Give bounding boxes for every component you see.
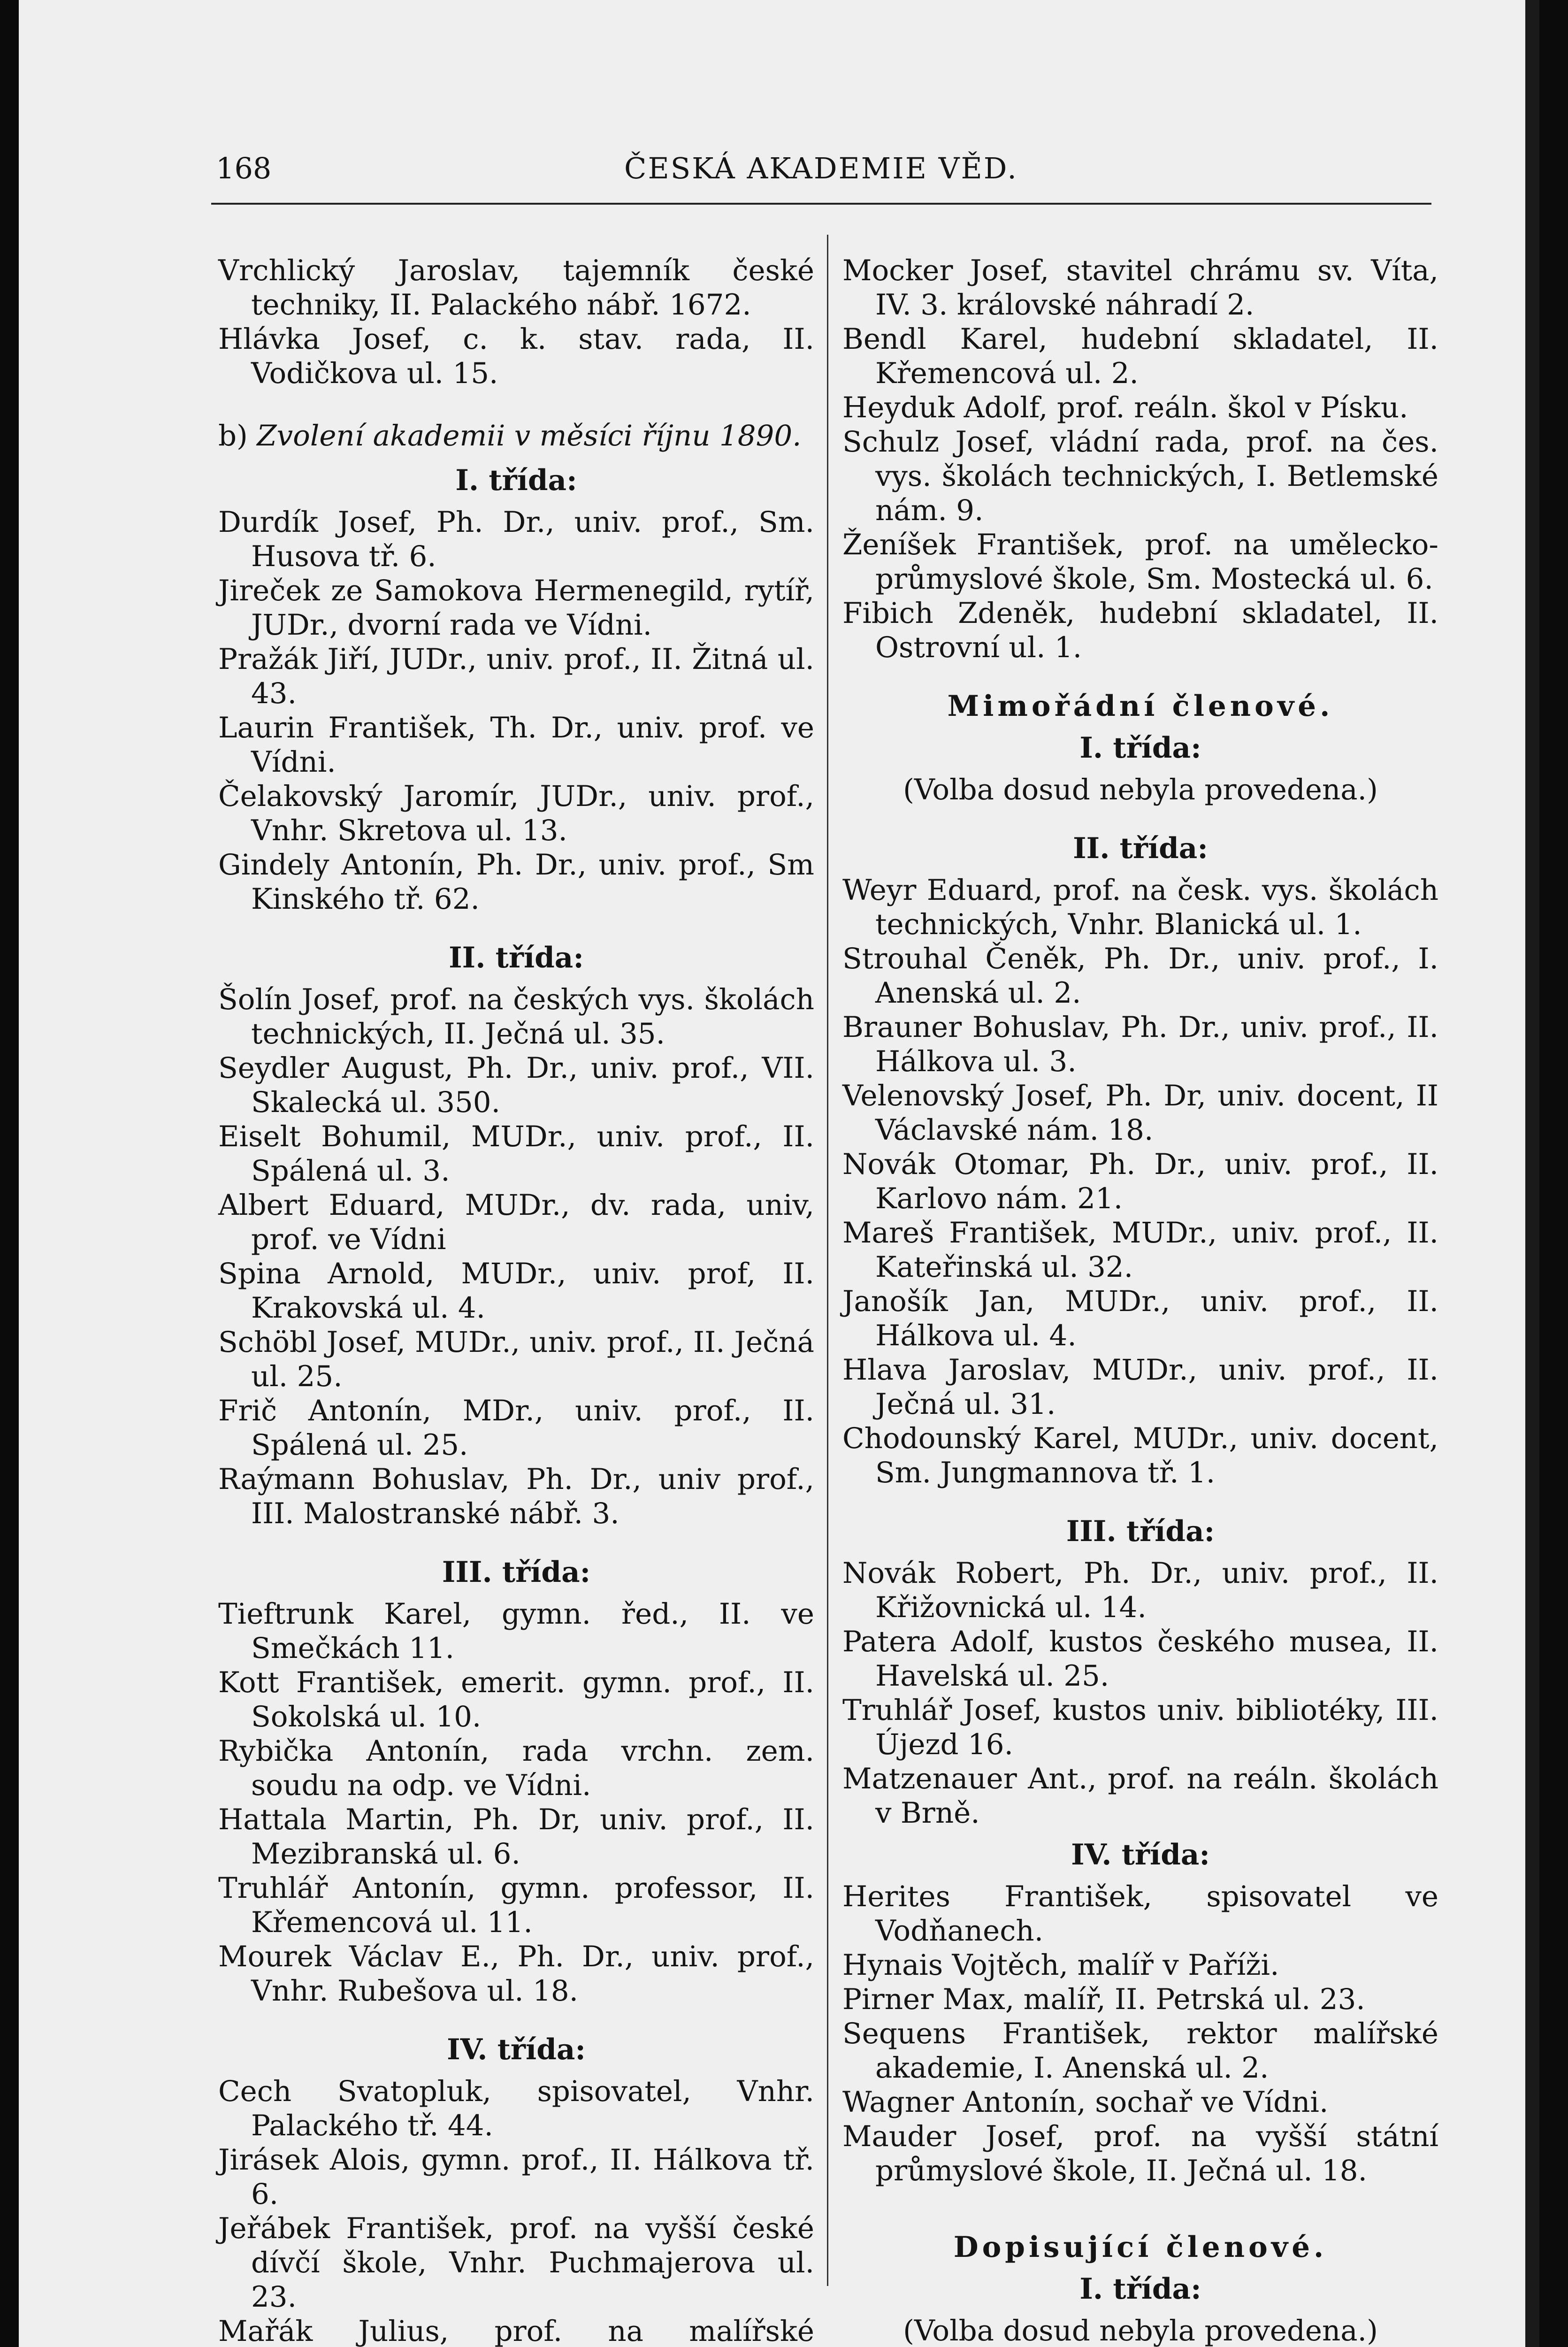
election-label: b) [218,419,248,453]
election-note: (Volba dosud nebyla provedena.) [903,2314,1378,2347]
member-entry: Wagner Antonín, sochař ve Vídni. [842,2086,1329,2119]
class-heading: III. třída: [442,1556,591,1589]
member-entry: Čelakovský Jaromír, JUDr., univ. prof., Vnhr. Skretova ul. 13. [218,780,814,847]
member-entry: Novák Otomar, Ph. Dr., univ. prof., II. Karlovo nám. 21. [842,1148,1438,1215]
page-edge-shadow [1525,0,1539,2347]
member-entry: Chodounský Karel, MUDr., univ. docent, Sm. Jungmannova tř. 1. [842,1422,1438,1489]
extraordinary-members-title: Mimořádní členové. [947,690,1334,723]
election-note: (Volba dosud nebyla provedena.) [903,773,1378,806]
member-entry: Hlava Jaroslav, MUDr., univ. prof., II. Ječná ul. 31. [842,1353,1438,1421]
member-entry: Schulz Josef, vládní rada, prof. na čes. vys. školách technických, I. Betlemské nám. 9. [842,425,1438,527]
class-heading: I. třída: [1079,2272,1201,2306]
member-entry: Truhlář Antonín, gymn. professor, II. Křemencová ul. 11. [218,1871,814,1939]
class-heading: I. třída: [455,464,577,497]
member-entry: Jeřábek František, prof. na vyšší české dívčí škole, Vnhr. Puchmajerova ul. 23. [218,2212,814,2314]
member-entry: Patera Adolf, kustos českého musea, II. Havelská ul. 25. [842,1625,1438,1693]
class-heading: III. třída: [1066,1515,1215,1548]
member-entry: Mareš František, MUDr., univ. prof., II. Kateřinská ul. 32. [842,1216,1438,1284]
member-entry: Spina Arnold, MUDr., univ. prof, II. Krakovská ul. 4. [218,1257,814,1325]
member-entry: Schöbl Josef, MUDr., univ. prof., II. Ječná ul. 25. [218,1326,814,1393]
member-entry: Velenovský Josef, Ph. Dr, univ. docent, II Václavské nám. 18. [842,1079,1438,1147]
right-column [842,253,1438,2347]
member-entry: Seydler August, Ph. Dr., univ. prof., VII. Skalecká ul. 350. [218,1051,814,1119]
member-entry: Hynais Vojtěch, malíř v Paříži. [842,1948,1279,1982]
member-entry: Truhlář Josef, kustos univ. bibliotéky, III. Újezd 16. [842,1694,1438,1761]
left-column [218,253,814,2347]
member-entry: Raýmann Bohuslav, Ph. Dr., univ prof., III. Malostranské nábř. 3. [218,1463,814,1530]
member-entry: Hattala Martin, Ph. Dr, univ. prof., II. Mezibranská ul. 6. [218,1803,814,1871]
member-entry: Matzenauer Ant., prof. na reáln. školách v Brně. [842,1762,1438,1830]
running-title: ČESKÁ AKADEMIE VĚD. [624,151,1018,185]
column-divider [827,235,828,2286]
member-entry: Cech Svatopluk, spisovatel, Vnhr. Palackého tř. 44. [218,2075,814,2142]
member-entry: Mocker Josef, stavitel chrámu sv. Víta, IV. 3. královské náhradí 2. [842,254,1438,322]
member-entry: Jirásek Alois, gymn. prof., II. Hálkova tř. 6. [218,2143,814,2211]
member-entry: Vrchlický Jaroslav, tajemník české techniky, II. Palackého nábř. 1672. [218,254,814,322]
member-entry: Frič Antonín, MDr., univ. prof., II. Spálená ul. 25. [218,1394,814,1462]
member-entry: Janošík Jan, MUDr., univ. prof., II. Hálkova ul. 4. [842,1285,1438,1352]
corresponding-members-title: Dopisující členové. [953,2231,1328,2264]
member-entry: Ženíšek František, prof. na umělecko-průmyslové škole, Sm. Mostecká ul. 6. [842,528,1438,596]
member-entry: Rybička Antonín, rada vrchn. zem. soudu na odp. ve Vídni. [218,1734,814,1802]
election-heading [218,419,814,453]
book-page [19,0,1539,2347]
page-header [216,151,1431,189]
member-entry: Mařák Julius, prof. na malířské [218,2315,814,2347]
member-entry: Heyduk Adolf, prof. reáln. škol v Písku. [842,391,1408,424]
class-heading: I. třída: [1079,731,1201,765]
member-entry: Jireček ze Samokova Hermenegild, rytíř, JUDr., dvorní rada ve Vídni. [218,574,814,642]
member-entry: Laurin František, Th. Dr., univ. prof. ve Vídni. [218,711,814,779]
member-entry: Šolín Josef, prof. na českých vys. školách technických, II. Ječná ul. 35. [218,983,814,1051]
member-entry: Bendl Karel, hudební skladatel, II. Křemencová ul. 2. [842,322,1438,390]
class-heading: IV. třída: [1071,1838,1210,1871]
election-text: Zvolení akademii v měsíci říjnu 1890. [257,419,802,453]
header-rule [211,203,1431,205]
member-entry: Pražák Jiří, JUDr., univ. prof., II. Žitná ul. 43. [218,643,814,710]
member-entry: Brauner Bohuslav, Ph. Dr., univ. prof., II. Hálkova ul. 3. [842,1011,1438,1078]
member-entry: Hlávka Josef, c. k. stav. rada, II. Vodičkova ul. 15. [218,322,814,390]
member-entry: Herites František, spisovatel ve Vodňanech. [842,1880,1438,1948]
member-entry: Weyr Eduard, prof. na česk. vys. školách technických, Vnhr. Blanická ul. 1. [842,874,1438,941]
member-entry: Gindely Antonín, Ph. Dr., univ. prof., Sm Kinského tř. 62. [218,848,814,916]
member-entry: Durdík Josef, Ph. Dr., univ. prof., Sm. Husova tř. 6. [218,506,814,573]
member-entry: Sequens František, rektor malířské akademie, I. Anenská ul. 2. [842,2017,1438,2085]
member-entry: Mauder Josef, prof. na vyšší státní průmyslové škole, II. Ječná ul. 18. [842,2120,1438,2187]
member-entry: Novák Robert, Ph. Dr., univ. prof., II. Křižovnická ul. 14. [842,1557,1438,1624]
member-entry: Albert Eduard, MUDr., dv. rada, univ, prof. ve Vídni [218,1189,814,1256]
member-entry: Tieftrunk Karel, gymn. řed., II. ve Smečkách 11. [218,1597,814,1665]
page-number: 168 [216,151,272,185]
member-entry: Eiselt Bohumil, MUDr., univ. prof., II. Spálená ul. 3. [218,1120,814,1188]
class-heading: IV. třída: [447,2033,586,2066]
member-entry: Strouhal Čeněk, Ph. Dr., univ. prof., I. Anenská ul. 2. [842,942,1438,1010]
class-heading: II. třída: [449,941,584,974]
member-entry: Fibich Zdeněk, hudební skladatel, II. Ostrovní ul. 1. [842,597,1438,664]
member-entry: Mourek Václav E., Ph. Dr., univ. prof., Vnhr. Rubešova ul. 18. [218,1940,814,2008]
member-entry: Kott František, emerit. gymn. prof., II. Sokolská ul. 10. [218,1666,814,1733]
member-entry: Pirner Max, malíř, II. Petrská ul. 23. [842,1983,1365,2016]
class-heading: II. třída: [1073,832,1208,865]
